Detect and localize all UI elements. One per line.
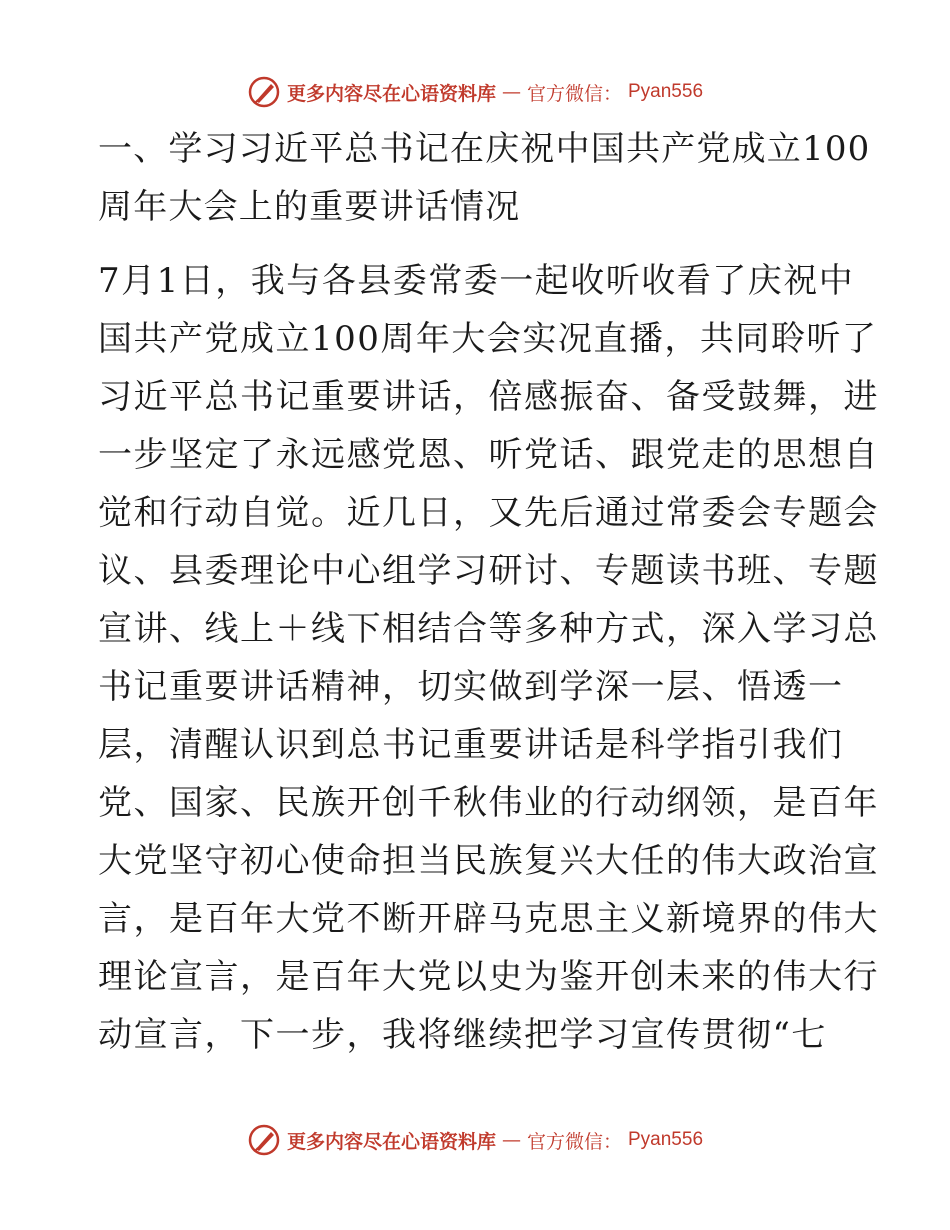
paragraph-line: 言，是百年大党不断开辟马克思主义新境界的伟大 bbox=[98, 899, 879, 939]
paragraph-line: 理论宣言，是百年大党以史为鉴开创未来的伟大行 bbox=[98, 957, 879, 997]
watermark-wechat-id: Pyan556 bbox=[628, 81, 704, 102]
heading-line: 周年大会上的重要讲话情况 bbox=[98, 187, 521, 227]
paragraph-line: 层，清醒认识到总书记重要讲话是科学指引我们 bbox=[98, 725, 844, 765]
paragraph-line: 党、国家、民族开创千秋伟业的行动纲领，是百年 bbox=[98, 783, 879, 823]
header-watermark bbox=[0, 72, 950, 112]
paragraph-line: 书记重要讲话精神，切实做到学深一层、悟透一 bbox=[98, 667, 844, 707]
watermark-official-label: 官方微信： bbox=[526, 1130, 622, 1153]
body-paragraph bbox=[98, 252, 879, 1064]
paragraph-line: 宣讲、线上＋线下相结合等多种方式，深入学习总 bbox=[98, 609, 879, 649]
watermark-site-text: 更多内容尽在心语资料库 bbox=[286, 1130, 496, 1153]
paragraph-line: 动宣言，下一步，我将继续把学习宣传贯彻“七 bbox=[98, 1015, 827, 1055]
footer-watermark bbox=[0, 1120, 950, 1160]
paragraph-line: 7月1日，我与各县委常委一起收听收看了庆祝中 bbox=[98, 261, 855, 301]
heading-line: 一、学习习近平总书记在庆祝中国共产党成立100 bbox=[98, 129, 871, 169]
paragraph-line: 大党坚守初心使命担当民族复兴大任的伟大政治宣 bbox=[98, 841, 879, 881]
section-heading bbox=[98, 120, 871, 236]
paragraph-line: 觉和行动自觉。近几日，又先后通过常委会专题会 bbox=[98, 493, 879, 533]
watermark-separator: — bbox=[501, 81, 521, 103]
watermark-separator: — bbox=[501, 1129, 521, 1151]
paragraph-line: 一步坚定了永远感党恩、听党话、跟党走的思想自 bbox=[98, 435, 879, 475]
quill-logo-icon bbox=[247, 1123, 281, 1157]
paragraph-line: 国共产党成立100周年大会实况直播，共同聆听了 bbox=[98, 319, 878, 359]
watermark-official-label: 官方微信： bbox=[526, 82, 622, 105]
watermark-site-text: 更多内容尽在心语资料库 bbox=[286, 82, 496, 105]
paragraph-line: 习近平总书记重要讲话，倍感振奋、备受鼓舞，进 bbox=[98, 377, 879, 417]
watermark-wechat-id: Pyan556 bbox=[628, 1129, 704, 1150]
paragraph-line: 议、县委理论中心组学习研讨、专题读书班、专题 bbox=[98, 551, 879, 591]
document-body bbox=[98, 120, 879, 1064]
quill-logo-icon bbox=[247, 75, 281, 109]
